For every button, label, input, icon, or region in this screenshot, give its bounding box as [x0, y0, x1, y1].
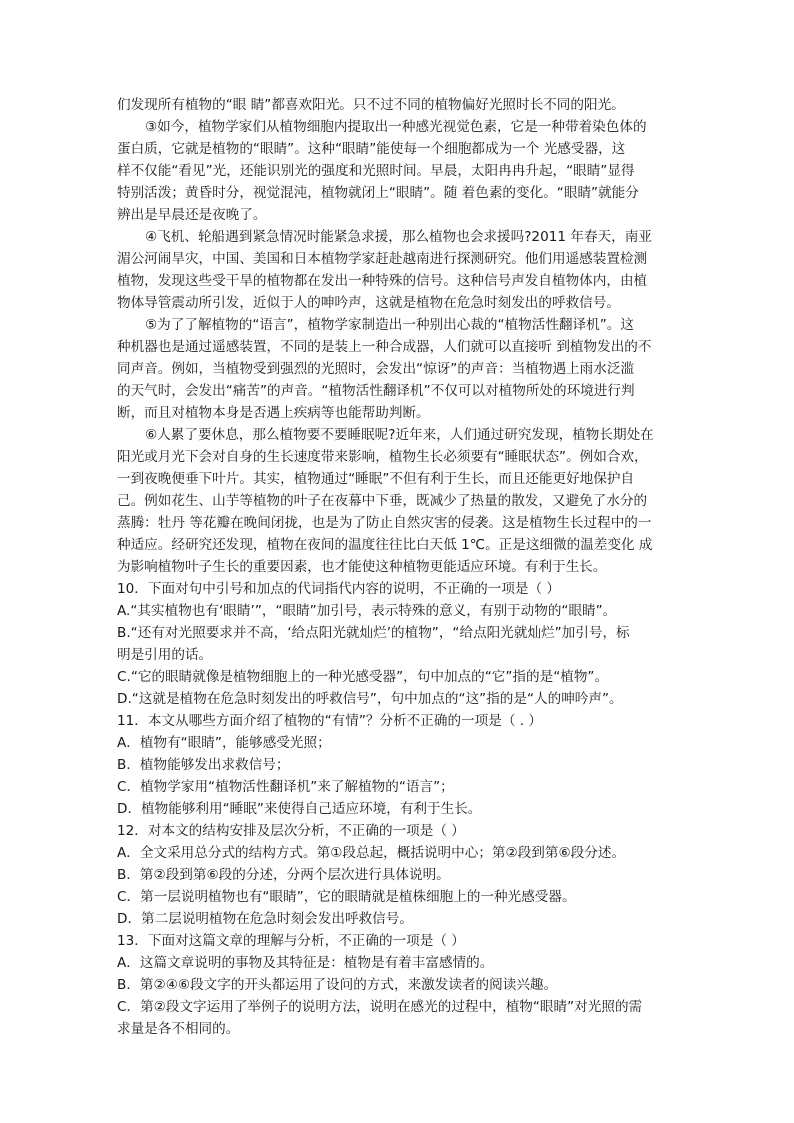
paragraph-line: 物体导管震动所引发，近似于人的呻吟声，这就是植物在危急时刻发出的呼救信号。	[117, 295, 620, 311]
paragraph-line: 特别活泼；黄昏时分，视觉混沌，植物就闭上“眼睛”。随 着色素的变化。“眼睛”就能分	[117, 185, 639, 201]
question-12-option-d: D．第二层说明植物在危急时刻会发出呼救信号。	[117, 911, 413, 927]
question-10-option-d: D.“这就是植物在危急时刻发出的呼救信号”，句中加点的“这”指的是“人的呻吟声”。	[117, 691, 623, 707]
question-13-option-c-cont: 求量是各不相同的。	[117, 1021, 240, 1037]
paragraph-line: ⑤为了了解植物的“语言”，植物学家制造出一种别出心裁的“植物活性翻译机”。这	[145, 317, 634, 333]
paragraph-line: 的天气时，会发出“痛苦”的声音。“植物活性翻译机”不仅可以对植物所处的环境进行判	[117, 383, 635, 399]
paragraph-line: 断，而且对植物本身是否遇上疾病等也能帮助判断。	[117, 405, 430, 421]
paragraph-line: ③如今，植物学家们从植物细胞内提取出一种感光视觉色素，它是一种带着染色体的	[145, 119, 647, 135]
question-11-option-c: C．植物学家用“植物活性翻译机”来了解植物的“语言”；	[117, 779, 454, 795]
paragraph-line: 植物，发现这些受干旱的植物都在发出一种特殊的信号。这种信号声发自植物体内，由植	[117, 273, 648, 289]
question-10-option-b-cont: 明是引用的话。	[117, 647, 213, 663]
paragraph-line: 蛋白质，它就是植物的“眼睛”。这种“眼睛”能使每一个细胞都成为一个 光感受器，这	[117, 141, 626, 157]
question-10: 10．下面对句中引号和加点的代词指代内容的说明，不正确的一项是（ ）	[117, 581, 561, 597]
paragraph-line: 辨出是早晨还是夜晚了。	[117, 207, 267, 223]
question-12-option-c: C．第一层说明植物也有“眼睛”，它的眼睛就是植株细胞上的一种光感受器。	[117, 889, 576, 905]
question-12: 12．对本文的结构安排及层次分析，不正确的一项是（ ）	[117, 823, 465, 839]
question-13-option-c: C．第②段文字运用了举例子的说明方法，说明在感光的过程中，植物“眼睛”对光照的需	[117, 999, 643, 1015]
question-10-option-b: B.“还有对光照要求并不高，‘给点阳光就灿烂’的植物”，“给点阳光就灿烂”加引号，标	[117, 625, 630, 641]
paragraph-line: 阳光或月光下会对自身的生长速度带来影响，植物生长必须要有“睡眠状态”。例如合欢，	[117, 449, 648, 465]
paragraph-line: 们发现所有植物的“眼 睛”都喜欢阳光。只不过不同的植物偏好光照时长不同的阳光。	[117, 97, 625, 113]
paragraph-line: 同声音。例如，当植物受到强烈的光照时，会发出“惊讶”的声音：当植物遇上雨水泛滥	[117, 361, 635, 377]
question-11-option-d: D．植物能够利用“睡眠”来使得自己适应环境，有利于生长。	[117, 801, 482, 817]
question-11-option-a: A．植物有“眼睛”，能够感受光照；	[117, 735, 331, 751]
paragraph-line: 湄公河闹旱灾，中国、美国和日本植物学家赶赴越南进行探测研究。他们用遥感装置检测	[117, 251, 648, 267]
question-13-option-a: A．这篇文章说明的事物及其特征是：植物是有着丰富感情的。	[117, 955, 494, 971]
question-13-option-b: B．第②④⑥段文字的开头都运用了设问的方式，来激发读者的阅读兴趣。	[117, 977, 558, 993]
paragraph-line: ④飞机、轮船遇到紧急情况时能紧急求援，那么植物也会求援吗?2011 年春天，南亚	[145, 229, 652, 245]
question-12-option-b: B．第②段到第⑥段的分述，分两个层次进行具体说明。	[117, 867, 450, 883]
paragraph-line: 己。例如花生、山芋等植物的叶子在夜幕中下垂，既减少了热量的散发，又避免了水分的	[117, 493, 648, 509]
paragraph-line: 蒸腾：牡丹 等花瓣在晚间闭拢，也是为了防止自然灾害的侵袭。这是植物生长过程中的一	[117, 515, 652, 531]
paragraph-line: 为影响植物叶子生长的重要因素，也才能使这种植物更能适应环境。有利于生长。	[117, 559, 607, 575]
paragraph-line: 种适应。经研究还发现，植物在夜间的温度往往比白天低 1℃。正是这细微的温差变化 成	[117, 537, 653, 553]
question-10-option-c: C.“它的眼睛就像是植物细胞上的一种光感受器”，句中加点的“它”指的是“植物”。	[117, 669, 609, 685]
question-13: 13．下面对这篇文章的理解与分析，不正确的一项是（ ）	[117, 933, 465, 949]
paragraph-line: ⑥人累了要休息，那么植物要不要睡眠呢?近年来，人们通过研究发现，植物长期处在	[145, 427, 654, 443]
question-12-option-a: A．全文采用总分式的结构方式。第①段总起，概括说明中心；第②段到第⑥段分述。	[117, 845, 626, 861]
question-10-option-a: A.“其实植物也有‘眼睛’”，“眼睛”加引号，表示特殊的意义，有别于动物的“眼睛”。	[117, 603, 617, 619]
question-11-option-b: B．植物能够发出求救信号；	[117, 757, 290, 773]
question-11: 11．本文从哪些方面介绍了植物的“有情”？分析不正确的一项是（ . ）	[117, 713, 542, 729]
paragraph-line: 样不仅能“看见”光，还能识别光的强度和光照时间。早晨，太阳冉冉升起，“眼睛”显得	[117, 163, 635, 179]
paragraph-line: 种机器也是通过遥感装置，不同的是装上一种合成器，人们就可以直接听 到植物发出的不	[117, 339, 652, 355]
paragraph-line: 一到夜晚便垂下叶片。其实，植物通过“睡眠”不但有利于生长，而且还能更好地保护自	[117, 471, 635, 487]
